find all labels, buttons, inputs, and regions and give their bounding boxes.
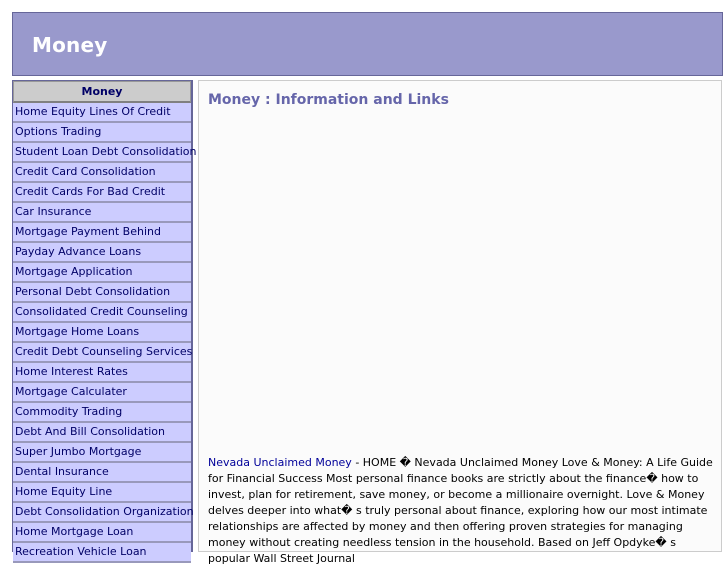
article-text: - HOME � Nevada Unclaimed Money Love & Money: A Life Guide for Financial Success Most personal finance books are strictly about the finance� how to invest, plan for retirement, save money, or become a millionaire overnight. Love & Money delves deeper into what� s truly personal about finance, exploring how our most intimate relationships are affected by money and then offering proven strategies for managing money without creating needless tension in the household. Based on Jeff Opdyke� s popular Wall Street Journal: [208, 456, 713, 565]
sidebar-nav: [12, 80, 197, 558]
sidebar-link[interactable]: Credit Cards For Bad Credit: [13, 183, 191, 203]
sidebar-link[interactable]: Home Equity Lines Of Credit: [13, 103, 191, 123]
main-content: [198, 80, 722, 565]
sidebar-link[interactable]: Consolidated Credit Counseling: [13, 303, 191, 323]
sidebar-link[interactable]: Home Mortgage Loan: [13, 523, 191, 543]
sidebar-link[interactable]: Credit Card Consolidation: [13, 163, 191, 183]
site-title: Money: [32, 33, 108, 57]
site-header: [12, 12, 723, 76]
sidebar-link[interactable]: Dental Insurance: [13, 463, 191, 483]
sidebar-link[interactable]: Commodity Trading: [13, 403, 191, 423]
sidebar-link[interactable]: Recreation Vehicle Loan: [13, 543, 191, 563]
sidebar-link[interactable]: Personal Debt Consolidation: [13, 283, 191, 303]
sidebar-link[interactable]: Mortgage Home Loans: [13, 323, 191, 343]
sidebar-link[interactable]: Debt And Bill Consolidation: [13, 423, 191, 443]
sidebar-heading: Money: [13, 81, 191, 103]
sidebar-link[interactable]: Mortgage Calculater: [13, 383, 191, 403]
sidebar-link[interactable]: Home Equity Line: [13, 483, 191, 503]
sidebar-link[interactable]: Debt Consolidation Organization: [13, 503, 191, 523]
sidebar-link[interactable]: Super Jumbo Mortgage: [13, 443, 191, 463]
sidebar-link[interactable]: Home Interest Rates: [13, 363, 191, 383]
sidebar-link[interactable]: Payday Advance Loans: [13, 243, 191, 263]
page-heading: Money : Information and Links: [208, 92, 449, 108]
sidebar-link[interactable]: Mortgage Payment Behind: [13, 223, 191, 243]
sidebar-link-list: [13, 103, 197, 563]
sidebar-link[interactable]: Options Trading: [13, 123, 191, 143]
sidebar-link[interactable]: Mortgage Application: [13, 263, 191, 283]
sidebar-link[interactable]: Car Insurance: [13, 203, 191, 223]
sidebar-link[interactable]: Student Loan Debt Consolidation: [13, 143, 191, 163]
article-link[interactable]: Nevada Unclaimed Money: [208, 456, 352, 469]
sidebar-link[interactable]: Credit Debt Counseling Services: [13, 343, 191, 363]
article-paragraph: [208, 455, 714, 567]
